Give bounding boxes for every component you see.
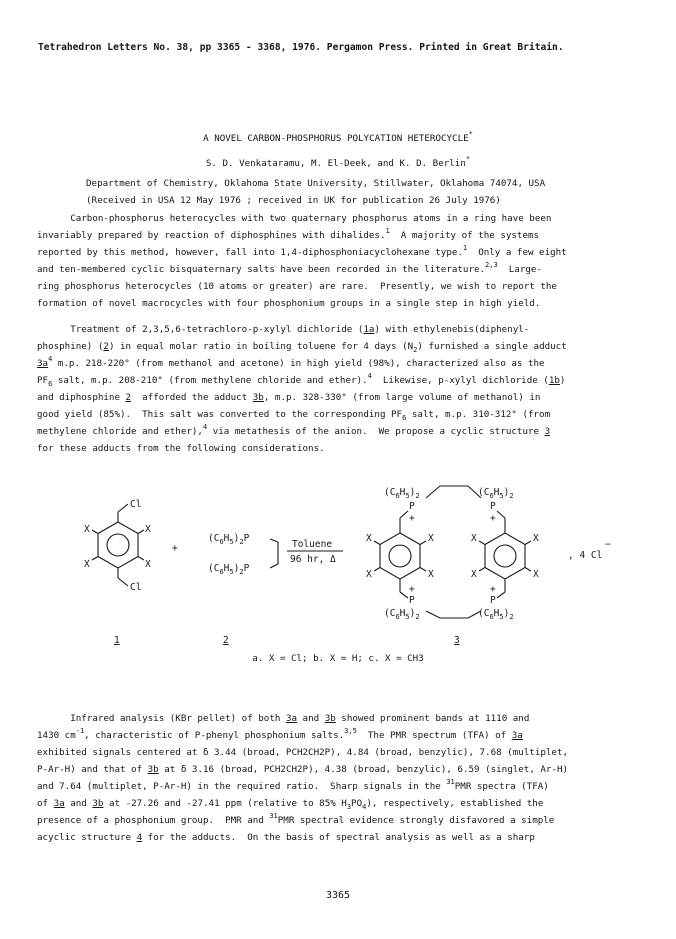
phosphorus-label: P bbox=[409, 501, 415, 512]
line-text: ) with ethylenebis(diphenyl- bbox=[374, 324, 530, 335]
line-text: via metathesis of the anion. We propose a cyclic structure bbox=[207, 426, 545, 437]
reference-number: 1 bbox=[462, 244, 468, 252]
x-substituent-label: X bbox=[366, 569, 372, 580]
compound-ref: 3a bbox=[37, 358, 49, 369]
reference-number: 2,3 bbox=[485, 261, 498, 269]
author-footnote-mark: * bbox=[465, 155, 471, 163]
text-line bbox=[37, 210, 647, 227]
text-line bbox=[37, 338, 647, 355]
compound-ref: 3b bbox=[324, 713, 336, 724]
line-text: ), respectively, established the bbox=[366, 798, 544, 809]
superscript: 31 bbox=[269, 812, 278, 820]
x-substituent-label: X bbox=[84, 559, 90, 570]
compound-ref: 1a bbox=[363, 324, 375, 335]
line-text: good yield (85%). This salt was converted to the corresponding PF bbox=[37, 409, 403, 420]
diphenylphosphino-label: $(C_6H_5)_2P$ bbox=[208, 563, 250, 576]
benzene-ring-right bbox=[485, 533, 525, 579]
text-line bbox=[37, 829, 647, 846]
line-text: at -27.26 and -27.41 ppm (relative to 85% H bbox=[103, 798, 347, 809]
line-text: invariably prepared by reaction of diphosphines with dihalides. bbox=[37, 230, 386, 241]
superscript: 31 bbox=[446, 778, 455, 786]
line-text: 1430 cm bbox=[37, 730, 76, 741]
x-substituent-label: X bbox=[428, 533, 434, 544]
text-line bbox=[37, 321, 647, 338]
line-text: P-Ar-H) and that of bbox=[37, 764, 148, 775]
x-substituent-label: X bbox=[533, 569, 539, 580]
compound-ref: 3a bbox=[285, 713, 298, 724]
line-text: ) furnished a single adduct bbox=[417, 341, 567, 352]
line-text: Carbon-phosphorus heterocycles with two quaternary phosphorus atoms in a ring have been bbox=[70, 213, 552, 224]
text-line bbox=[37, 440, 647, 457]
reaction-scheme bbox=[0, 478, 676, 678]
positive-charge: + bbox=[409, 513, 415, 524]
line-text: presence of a phosphonium group. PMR and bbox=[37, 815, 270, 826]
conditions-label: 96 hr, Δ bbox=[290, 554, 336, 565]
diphenylphosphonium-label: $(C_6H_5)_2$ bbox=[478, 608, 514, 621]
phosphorus-label: P bbox=[490, 595, 496, 606]
title-footnote-mark: * bbox=[468, 130, 473, 138]
line-text: phosphine) ( bbox=[37, 341, 104, 352]
line-text: and diphosphine bbox=[37, 392, 126, 403]
line-text: methylene chloride and ether), bbox=[37, 426, 203, 437]
compound-ref: 1b bbox=[548, 375, 560, 386]
text-line bbox=[37, 295, 647, 312]
journal-header: Tetrahedron Letters No. 38, pp 3365 - 3368, 1976. Pergamon Press. Printed in Great Britain. bbox=[38, 42, 564, 53]
compound-ref: 2 bbox=[125, 392, 132, 403]
line-text: ) in equal molar ratio in boiling toluene for 4 days (N bbox=[108, 341, 414, 352]
diphenylphosphonium-label: $(C_6H_5)_2$ bbox=[478, 487, 514, 500]
benzene-ring-1 bbox=[98, 522, 138, 568]
compound-ref: 3b bbox=[92, 798, 104, 809]
compound-ref: 3 bbox=[544, 426, 551, 437]
x-substituent-label: X bbox=[366, 533, 372, 544]
compound-ref: 3b bbox=[147, 764, 159, 775]
text-line bbox=[37, 761, 647, 778]
line-text: of bbox=[37, 798, 54, 809]
ethylene-bridge-bottom bbox=[426, 611, 440, 618]
counterion-label: , 4 Cl bbox=[568, 550, 603, 561]
line-text: and bbox=[297, 713, 325, 724]
line-text: at δ 3.16 (broad, PCH2CH2P), 4.38 (broad, benzylic), 6.59 (singlet, Ar-H) bbox=[158, 764, 569, 775]
superscript: -1 bbox=[75, 727, 85, 735]
reference-number: 3,5 bbox=[344, 727, 357, 735]
line-text: salt, m.p. 208-210° (from methylene chloride and ether). bbox=[52, 375, 368, 386]
line-text: for these adducts from the following considerations. bbox=[37, 443, 325, 454]
line-text: Treatment of 2,3,5,6-tetrachloro-p-xylyl dichloride ( bbox=[70, 324, 364, 335]
paragraph-spectra bbox=[37, 710, 647, 846]
negative-charge: − bbox=[605, 539, 611, 550]
title-text: A NOVEL CARBON-PHOSPHORUS POLYCATION HETEROCYCLE bbox=[203, 133, 469, 144]
compound-ref: 3b bbox=[252, 392, 264, 403]
chlorine-label: Cl bbox=[130, 582, 142, 593]
text-line bbox=[37, 372, 647, 389]
subscript: 2 bbox=[413, 346, 418, 354]
diphenylphosphino-label: $(C_6H_5)_2P$ bbox=[208, 533, 250, 546]
solvent-label: Toluene bbox=[292, 539, 333, 550]
positive-charge: + bbox=[409, 584, 415, 595]
x-substituent-label: X bbox=[145, 524, 151, 535]
line-text: exhibited signals centered at δ 3.44 (broad, PCH2CH2P), 4.84 (broad, benzylic), 7.68 (multiplet, bbox=[37, 747, 569, 758]
chlorine-label: Cl bbox=[130, 499, 142, 510]
text-line bbox=[37, 795, 647, 812]
line-text: and bbox=[64, 798, 93, 809]
affiliation: Department of Chemistry, Oklahoma State University, Stillwater, Oklahoma 74074, USA bbox=[86, 178, 546, 189]
reference-number: 1 bbox=[385, 227, 390, 235]
line-text: for the adducts. On the basis of spectral analysis as well as a sharp bbox=[142, 832, 535, 843]
text-line bbox=[37, 261, 647, 278]
line-text: The PMR spectrum (TFA) of bbox=[356, 730, 512, 741]
x-substituent-label: X bbox=[471, 533, 477, 544]
line-text: showed prominent bands at 1110 and bbox=[335, 713, 530, 724]
paragraph-intro bbox=[37, 210, 647, 312]
reference-number: 4 bbox=[367, 372, 372, 380]
positive-charge: + bbox=[490, 584, 496, 595]
subscript: 3 bbox=[346, 803, 352, 811]
line-text: PMR spectra (TFA) bbox=[454, 781, 549, 792]
subscript: 4 bbox=[362, 803, 367, 811]
text-line bbox=[37, 244, 647, 261]
reference-number: 4 bbox=[202, 423, 208, 431]
line-text: formation of novel macrocycles with four phosphonium groups in a single step in high yield. bbox=[37, 298, 541, 309]
compound-number-2: 2 bbox=[223, 635, 229, 646]
text-line bbox=[37, 710, 647, 727]
compound-ref: 4 bbox=[136, 832, 143, 843]
line-text: acyclic structure bbox=[37, 832, 137, 843]
subscript: 6 bbox=[402, 414, 407, 422]
author-list bbox=[0, 155, 676, 169]
subscript: 6 bbox=[48, 380, 53, 388]
scheme-caption: a. X = Cl; b. X = H; c. X = CH3 bbox=[252, 653, 424, 664]
line-text: Only a few eight bbox=[467, 247, 567, 258]
ch2-p-bond bbox=[270, 564, 278, 568]
compound-ref: 3a bbox=[511, 730, 523, 741]
compound-number-1: 1 bbox=[114, 635, 120, 646]
line-text: Infrared analysis (KBr pellet) of both bbox=[70, 713, 286, 724]
line-text: ) bbox=[559, 375, 566, 386]
line-text: and ten-membered cyclic bisquaternary salts have been recorded in the literature. bbox=[37, 264, 486, 275]
line-text: , m.p. 328-330° (from large volume of methanol) in bbox=[263, 392, 541, 403]
reference-number: 4 bbox=[48, 355, 53, 363]
line-text: m.p. 218-220° (from methanol and acetone) in high yield (98%), characterized also as the bbox=[52, 358, 545, 369]
ethylene-bridge-top bbox=[426, 486, 440, 498]
line-text: Likewise, p-xylyl dichloride ( bbox=[371, 375, 549, 386]
line-text: salt, m.p. 310-312° (from bbox=[406, 409, 551, 420]
plus-sign: + bbox=[172, 543, 178, 554]
line-text: afforded the adduct bbox=[131, 392, 253, 403]
line-text: PMR spectral evidence strongly disfavored a simple bbox=[277, 815, 555, 826]
text-line bbox=[37, 389, 647, 406]
diphenylphosphonium-label: $(C_6H_5)_2$ bbox=[384, 608, 420, 621]
paragraph-synthesis bbox=[37, 321, 647, 457]
text-line bbox=[37, 406, 647, 423]
text-line bbox=[37, 744, 647, 761]
authors-text: S. D. Venkataramu, M. El-Deek, and K. D. Berlin bbox=[205, 158, 466, 169]
aromatic-circle bbox=[107, 534, 129, 556]
text-line bbox=[37, 423, 647, 440]
x-substituent-label: X bbox=[471, 569, 477, 580]
text-line bbox=[37, 355, 647, 372]
x-substituent-label: X bbox=[145, 559, 151, 570]
positive-charge: + bbox=[490, 513, 496, 524]
page-number: 3365 bbox=[325, 890, 351, 901]
line-text: PO bbox=[351, 798, 363, 809]
compound-ref: 3a bbox=[53, 798, 65, 809]
phosphorus-label: P bbox=[490, 501, 496, 512]
received-dates: (Received in USA 12 May 1976 ; received in UK for publication 26 July 1976) bbox=[86, 195, 501, 206]
scheme-drawing bbox=[0, 478, 676, 678]
text-line bbox=[37, 278, 647, 295]
line-text: PF bbox=[37, 375, 49, 386]
p-ch2-bond bbox=[270, 539, 278, 542]
line-text: and 7.64 (multiplet, P-Ar-H) in the required ratio. Sharp signals in the bbox=[37, 781, 447, 792]
aromatic-circle bbox=[389, 545, 411, 567]
text-line bbox=[37, 227, 647, 244]
compound-ref: 2 bbox=[103, 341, 109, 352]
text-line bbox=[37, 778, 647, 795]
phosphorus-label: P bbox=[409, 595, 415, 606]
diphenylphosphonium-label: $(C_6H_5)_2$ bbox=[384, 487, 420, 500]
text-line bbox=[37, 812, 647, 829]
line-text: Large- bbox=[497, 264, 542, 275]
x-substituent-label: X bbox=[533, 533, 539, 544]
text-line bbox=[37, 727, 647, 744]
line-text: ring phosphorus heterocycles (10 atoms or greater) are rare. Presently, we wish to report the bbox=[37, 281, 557, 292]
line-text: reported by this method, however, fall into 1,4-diphosphoniacyclohexane type. bbox=[37, 247, 463, 258]
line-text: A majority of the systems bbox=[389, 230, 540, 241]
compound-number-3: 3 bbox=[454, 635, 460, 646]
x-substituent-label: X bbox=[428, 569, 434, 580]
aromatic-circle bbox=[494, 545, 516, 567]
article-title bbox=[0, 130, 676, 144]
x-substituent-label: X bbox=[84, 524, 90, 535]
line-text: , characteristic of P-phenyl phosphonium salts. bbox=[84, 730, 345, 741]
benzene-ring-left bbox=[380, 533, 420, 579]
